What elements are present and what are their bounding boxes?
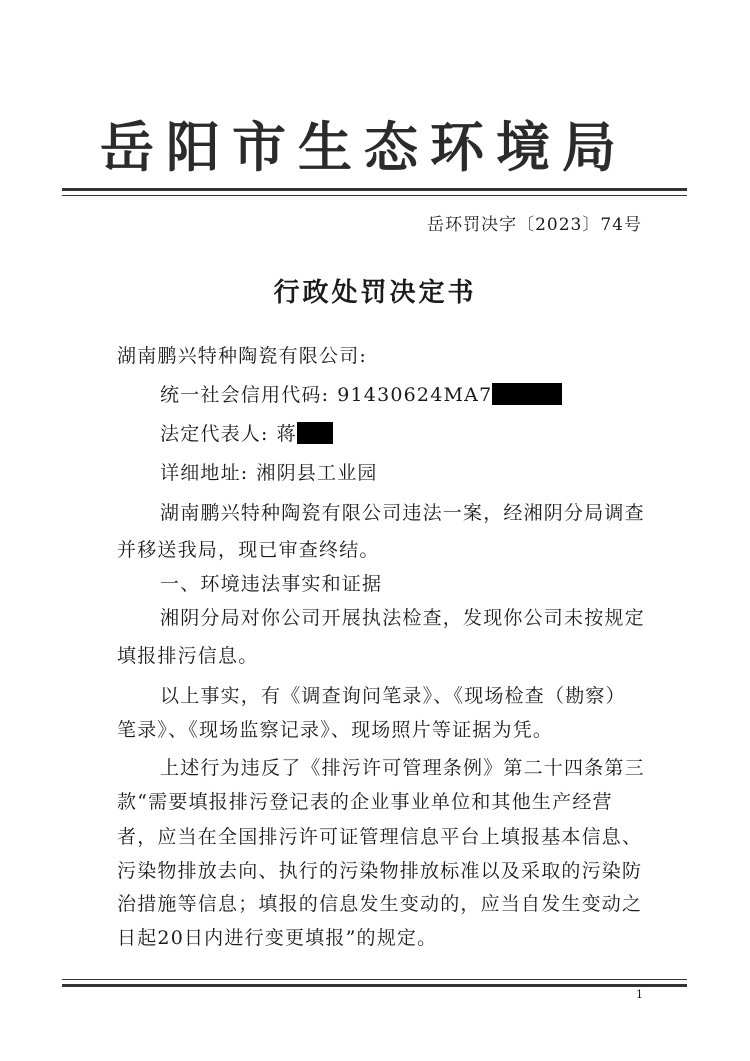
document-number: 岳环罚决字〔2023〕74号 — [427, 215, 642, 235]
header-rule-thin — [62, 195, 687, 196]
paragraph-line: 治措施等信息；填报的信息发生变动的，应当自发生变动之 — [117, 893, 643, 915]
credit-code-label: 统一社会信用代码: — [160, 384, 330, 406]
recipient-name: 湖南鹏兴特种陶瓷有限公司: — [117, 345, 368, 367]
page-number: 1 — [636, 988, 643, 1001]
redaction-block — [492, 383, 562, 405]
legal-rep-value: 蒋 — [276, 423, 297, 445]
paragraph-line: 日起20日内进行变更填报”的规定。 — [117, 927, 438, 949]
paragraph-line: 填报排污信息。 — [117, 645, 259, 667]
paragraph-line: 笔录》、《现场监察记录》、现场照片等证据为凭。 — [117, 719, 554, 741]
paragraph-line: 款“需要填报排污登记表的企业事业单位和其他生产经营 — [117, 791, 613, 813]
address-value: 湘阴县工业园 — [256, 462, 378, 484]
footer-rule-thick — [62, 984, 687, 987]
credit-code-line — [160, 382, 562, 408]
paragraph-line: 者，应当在全国排污许可证管理信息平台上填报基本信息、 — [117, 826, 643, 848]
address-label: 详细地址: — [160, 462, 249, 484]
header-rule-thick — [62, 188, 687, 191]
agency-title: 岳阳市生态环境局 — [100, 116, 628, 179]
credit-code-value: 91430624MA7 — [337, 384, 493, 406]
legal-rep-label: 法定代表人: — [160, 423, 269, 445]
section-heading: 一、环境违法事实和证据 — [160, 573, 383, 595]
paragraph-line: 并移送我局，现已审查终结。 — [117, 539, 380, 561]
redaction-block — [297, 422, 333, 444]
address-line — [160, 460, 378, 486]
paragraph-line: 湖南鹏兴特种陶瓷有限公司违法一案，经湘阴分局调查 — [160, 502, 645, 524]
paragraph-line: 污染物排放去向、执行的污染物排放标准以及采取的污染防 — [117, 860, 643, 882]
paragraph-line: 上述行为违反了《排污许可管理条例》第二十四条第三 — [160, 757, 645, 779]
paragraph-line: 以上事实，有《调查询问笔录》、《现场检查（勘察） — [160, 685, 626, 707]
paragraph-line: 湘阴分局对你公司开展执法检查，发现你公司未按规定 — [160, 607, 645, 629]
document-title: 行政处罚决定书 — [273, 278, 477, 308]
legal-rep-line — [160, 421, 333, 447]
footer-rule-thin — [62, 979, 687, 980]
